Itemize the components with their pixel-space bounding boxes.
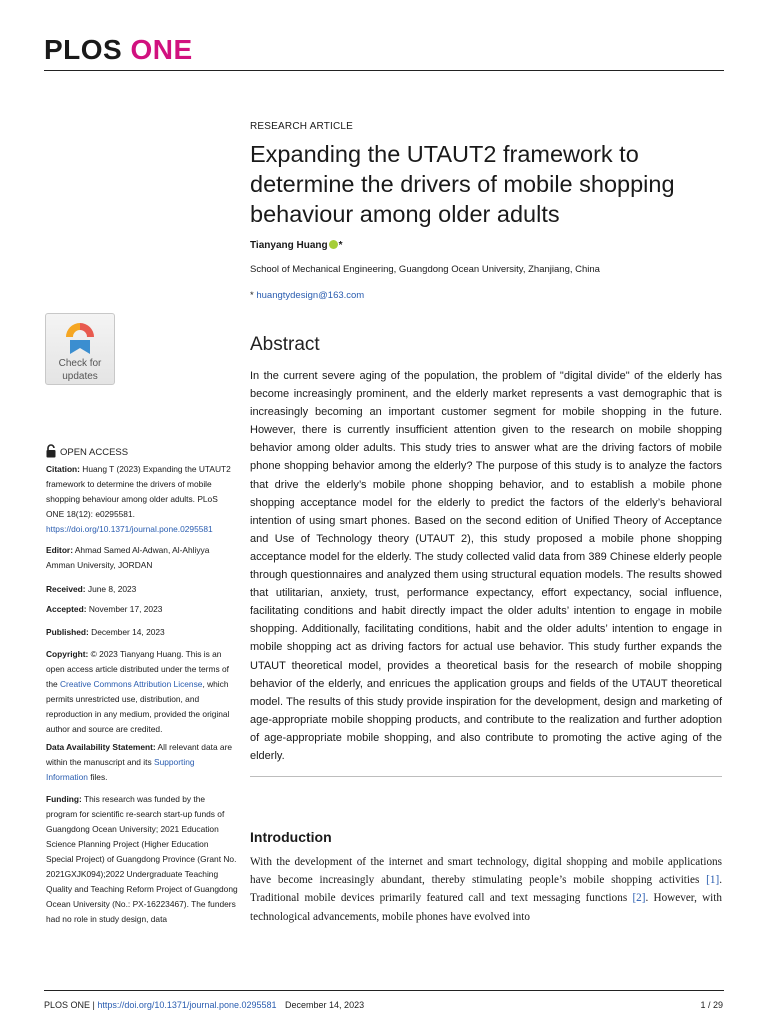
- header-rule: [44, 70, 724, 71]
- published-label: Published:: [46, 627, 89, 637]
- check-updates-line2: updates: [62, 371, 98, 382]
- funding-block: [46, 792, 238, 927]
- correspondence-email-line: [250, 290, 364, 301]
- published-text: December 14, 2023: [88, 627, 165, 637]
- editor-label: Editor:: [46, 545, 73, 555]
- check-updates-line1: Check for: [58, 358, 102, 369]
- page-number: 1 / 29: [700, 1000, 723, 1010]
- orcid-icon[interactable]: [329, 240, 338, 249]
- introduction-paragraph: [250, 853, 722, 926]
- published-block: [46, 625, 238, 640]
- logo-plos: PLOS: [44, 34, 123, 65]
- accepted-label: Accepted:: [46, 604, 87, 614]
- copyright-block: [46, 647, 238, 737]
- author-name[interactable]: Tianyang Huang: [250, 240, 328, 251]
- license-link[interactable]: Creative Commons Attribution License: [59, 679, 203, 689]
- citation-label: Citation:: [46, 464, 80, 474]
- funding-label: Funding:: [46, 794, 82, 804]
- footer-rule: [44, 990, 724, 991]
- open-access-text: OPEN ACCESS: [60, 447, 129, 458]
- citation-block: [46, 462, 238, 537]
- received-text: June 8, 2023: [85, 584, 137, 594]
- accepted-text: November 17, 2023: [86, 604, 163, 614]
- intro-text-1: With the development of the internet and smart technology, digital shopping and mobile applications have become increasingly abundant, thereby stimulating people’s mobile shopping activities: [250, 856, 722, 887]
- data-availability-text-1: All relevant data are within the manuscript and its: [46, 742, 233, 767]
- abstract-divider: [250, 776, 722, 777]
- author-mark: *: [338, 240, 343, 251]
- author-line: [250, 240, 343, 251]
- footer-journal: PLOS ONE |: [44, 1000, 98, 1010]
- supporting-info-link[interactable]: Supporting Information: [46, 757, 195, 782]
- copyright-text-2: , which permits unrestricted use, distribution, and reproduction in any medium, provided the original author and source are credited.: [46, 679, 230, 734]
- article-title: Expanding the UTAUT2 framework to determine the drivers of mobile shopping behaviour among older adults: [250, 141, 675, 227]
- funding-text: This research was funded by the program for scientific re-search start-up funds of Guangdong Ocean University; 2021 Education Science Planning Project (Higher Education Special Project) of Guangdong Province (Grant No. 2021GXJK094);2022 Undergraduate Teaching Quality and Teaching Reform Project of Guangdong Ocean University (No.: PX-16223467). The funders had no role in study design, data: [46, 794, 238, 924]
- email-mark: *: [250, 290, 254, 301]
- abstract-heading: Abstract: [250, 334, 320, 355]
- abstract-text: In the current severe aging of the population, the problem of "digital divide" of the elderly has become increasingly prominent, and the elderly market represents a vast demographic that is increasingly becoming an important customer segment for mobile shopping in the future. However, there is currently insufficient attention given to the research on mobile shopping behavior among older adults. This study tries to answer what are the driving factors of mobile phone shopping behavior among the elderly? The purpose of this study is to analyze the factors that drive the elderly’s mobile phone shopping behavior, and to establish a mobile phone shopping acceptance model for the elderly to predict the factors of the elderly’s behavioral intention of using smart phones. Based on the second edition of Unified Theory of Acceptance and Use of Technology theory (UTAUT 2), this study proposed a mobile phone shopping acceptance model for the elderly. The study collected valid data from 389 Chinese elderly people through questionnaires and analyzed them using structural equation models. The results showed that utilitarian, anxiety, trust, performance expectancy, effort expectancy, social influence, facilitating conditions and habit directly impact the older adults’ intention to engage in mobile shopping. Additionally, facilitating conditions, habit and the older adults’ intention to engage in mobile shopping act as driving factors for actual use behavior. This study further expands the UTAUT theoretical model, provides a theoretical basis for the research of mobile shopping behavior of the elderly, and enricues the application groups and fields of the UTAUT theoretical model. The results of this study provide inspiration for the development, design and marketing of age-appropriate mobile shopping products, and contribute to the realization and further adoption of age-appropriate mobile shopping, and also contribute to promoting the active aging of the elderly.: [250, 370, 722, 762]
- citation-text: Huang T (2023) Expanding the UTAUT2 framework to determine the drivers of mobile shopping behaviour among older adults. PLoS ONE 18(12): e0295581.: [46, 464, 231, 519]
- article-type-label: RESEARCH ARTICLE: [250, 121, 354, 132]
- accepted-block: [46, 602, 238, 617]
- data-availability-block: [46, 740, 238, 785]
- reference-link-2[interactable]: [2]: [632, 892, 646, 905]
- intro-text-3: . However, with technological advancements, mobile phones have evolved into: [250, 892, 722, 923]
- correspondence-email[interactable]: huangtydesign@163.com: [256, 290, 365, 301]
- author-affiliation: School of Mechanical Engineering, Guangdong Ocean University, Zhanjiang, China: [250, 264, 600, 275]
- copyright-text-1: © 2023 Tianyang Huang. This is an open access article distributed under the terms of the: [46, 649, 229, 689]
- editor-text: Ahmad Samed Al-Adwan, Al-Ahliyya Amman University, JORDAN: [46, 545, 210, 570]
- received-block: [46, 582, 238, 597]
- journal-logo[interactable]: [44, 36, 193, 64]
- received-label: Received:: [46, 584, 86, 594]
- footer-citation: [44, 1000, 364, 1010]
- footer-date: December 14, 2023: [285, 1000, 365, 1010]
- data-availability-label: Data Availability Statement:: [46, 742, 156, 752]
- logo-one: ONE: [130, 34, 193, 65]
- citation-doi-link[interactable]: https://doi.org/10.1371/journal.pone.0295581: [46, 524, 213, 534]
- data-availability-text-2: files.: [87, 772, 108, 782]
- intro-text-2: . Traditional mobile devices primarily featured call and text messaging functions: [250, 874, 722, 905]
- open-lock-icon: [46, 444, 56, 458]
- open-access-label: [46, 444, 128, 458]
- check-for-updates-badge[interactable]: [45, 313, 115, 385]
- footer-doi-link[interactable]: https://doi.org/10.1371/journal.pone.0295581: [97, 1000, 277, 1010]
- introduction-heading: Introduction: [250, 829, 332, 845]
- reference-link-1[interactable]: [1]: [706, 874, 720, 887]
- check-for-updates-icon: [63, 320, 97, 356]
- copyright-label: Copyright:: [46, 649, 89, 659]
- editor-block: [46, 543, 238, 573]
